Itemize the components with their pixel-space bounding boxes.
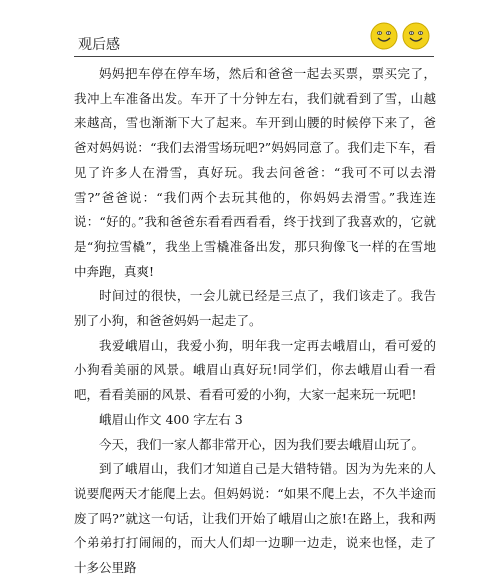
header-divider (74, 56, 434, 57)
section-heading: 峨眉山作文 400 字左右 3 (99, 411, 243, 427)
paragraph: 我爱峨眉山，我爱小狗，明年我一定再去峨眉山，看可爱的小狗看美丽的风景。峨眉山真好玩!同学们，你去峨眉山看一看吧，看看美丽的风景、看看可爱的小狗，大家一起来玩一玩吧! (74, 337, 436, 403)
paragraph: 妈妈把车停在停车场，然后和爸爸一起去买票，票买完了，我冲上车准备出发。车开了十分钟左右，我们就看到了雪，山越来越高，雪也渐渐下大了起来。车开到山腰的时候停下来了，爸爸对妈妈说：“我们去滑雪场玩吧?”妈妈同意了。我们走下车，看见了许多人在滑雪，真好玩。我去问爸爸：“我可不可以去滑雪?”爸爸说：“我们两个去玩其他的，你妈妈去滑雪。”我连连说：“好的。”我和爸爸东看看西看看，终于找到了我喜欢的，它就是“狗拉雪橇”，我坐上雪橇准备出发，那只狗像飞一样的在雪地中奔跑，真爽! (74, 66, 436, 279)
smiley-decoration (370, 22, 432, 52)
smiley-face-icon (402, 22, 430, 50)
smiley-face-icon (370, 22, 398, 50)
page-header (0, 0, 500, 60)
paragraph: 到了峨眉山，我们才知道自己是大错特错。因为为先来的人说要爬两天才能爬上去。但妈妈说：“如果不爬上去，不久半途而废了吗?”就这一句话，让我们开始了峨眉山之旅!在路上，我和两个弟弟打打闹闹的，而大人们却一边聊一边走，说来也怪，走了十多公里路 (74, 461, 436, 576)
paragraph: 时间过的很快，一会儿就已经是三点了，我们该走了。我告别了小狗，和爸爸妈妈一起走了。 (74, 288, 436, 329)
essay-body (74, 62, 436, 581)
paragraph: 今天，我们一家人都非常开心，因为我们要去峨眉山玩了。 (99, 436, 425, 452)
header-title: 观后感 (78, 37, 120, 53)
